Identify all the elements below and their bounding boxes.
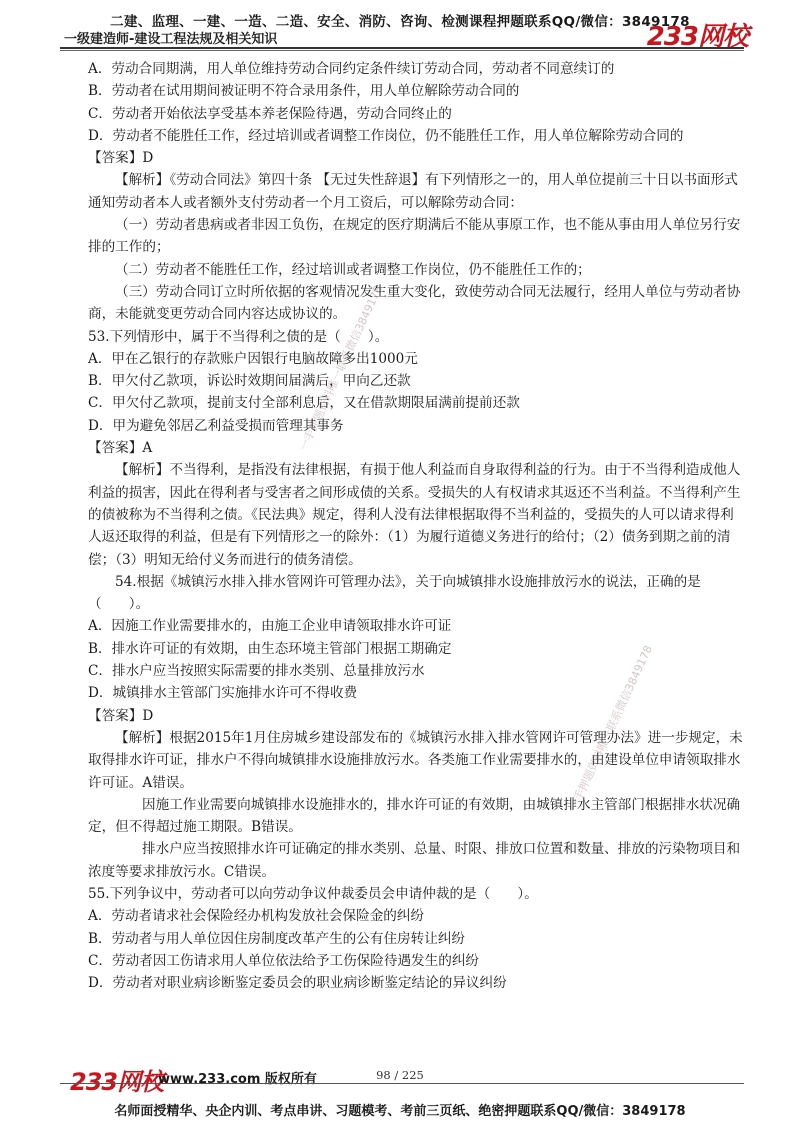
q53-option-c: C．甲欠付乙款项，提前支付全部利息后，又在借款期限届满前提前还款 [88,395,520,412]
footer-divider [60,1083,744,1084]
logo-top: 233网校 [646,22,748,52]
q54-option-d: D．城镇排水主管部门实施排水许可不得收费 [88,685,358,702]
q55-option-c: C．劳动者因工伤请求用人单位依法给予工伤保险待遇发生的纠纷 [88,952,480,969]
header-subtitle: 一级建造师-建设工程法规及相关知识 [64,32,278,47]
q52-option-a: A．劳动合同期满，用人单位维持劳动合同约定条件续订劳动合同，劳动者不同意续订的 [88,61,615,77]
q54-question: 54.根据《城镇污水排入排水管网许可管理办法》，关于向城镇排水设施排放污水的说法，正确的是（ ）。 [88,573,701,613]
q53-option-a: A．甲在乙银行的存款账户因银行电脑故障多出1000元 [88,350,418,367]
q54-answer: 【答案】D [88,707,154,724]
page-content [88,58,743,994]
q54-analysis-2: 因施工作业需要向城镇排水设施排水的，排水许可证的有效期，由城镇排水主管部门根据排水状况确定，但不得超过施工期限。B错误。 [88,796,741,836]
q52-item-1: （一）劳动者患病或者非因工负伤，在规定的医疗期满后不能从事原工作，也不能从事由用人单位另行安排的工作的； [88,217,741,256]
q52-answer: 【答案】D [88,150,154,167]
q55-option-a: A．劳动者请求社会保险经办机构发放社会保险金的纠纷 [88,908,425,925]
header-top-line: 二建、监理、一建、一造、二造、安全、消防、咨询、检测课程押题联系QQ/微信：3849178 [110,14,690,30]
q55-option-d: D．劳动者对职业病诊断鉴定委员会的职业病诊断鉴定结论的异议纠纷 [88,975,507,992]
q55-question: 55.下列争议中，劳动者可以向劳动争议仲裁委员会申请仲裁的是（ ）。 [88,885,538,902]
q54-option-a: A．因施工作业需要排水的，由施工企业申请领取排水许可证 [88,618,452,635]
footer-site: www.233.com 版权所有 [158,1072,317,1087]
q53-analysis: 【解析】不当得利，是指没有法律根据，有损于他人利益而自身取得利益的行为。由于不当得利造成他人利益的损害，因此在得利者与受害者之间形成债的关系。受损失的人有权请求其返还不当利益。不当得利产生的债被称为不当得利之债。《民法典》规定，得利人没有法律根据取得不当利益的，受损失的人可以请求得利人返还取得的利益，但是有下列情形之一的除外：（1）为履行道德义务进行的给付；（2）债务到期之前的清偿；（3）明知无给付义务而进行的债务清偿。 [88,462,741,568]
q53-option-b: B．甲欠付乙款项，诉讼时效期间届满后，甲向乙还款 [88,373,411,390]
page-number: 98 / 225 [376,1068,424,1082]
footer-bottom-line: 名师面授精华、央企内训、考点串讲、习题模考、考前三页纸、绝密押题联系QQ/微信：3849178 [114,1104,686,1119]
q55-option-b: B．劳动者与用人单位因住房制度改革产生的公有住房转让纠纷 [88,930,466,947]
watermark: 一手押题资料唯一联系微信3849178 [296,283,386,453]
q53-question: 53.下列情形中，属于不当得利之债的是（ ）。 [88,328,389,345]
header-divider-thin [60,50,744,51]
q54-analysis-3: 排水户应当按照排水许可证确定的排水类别、总量、时限、排放口位置和数量、排放的污染物项目和浓度等要求排放污水。C错误。 [88,841,741,880]
q52-option-c: C．劳动者开始依法享受基本养老保险待遇，劳动合同终止的 [88,105,452,122]
header-divider [60,47,744,49]
q52-analysis: 【解析】《劳动合同法》第四十条 【无过失性辞退】有下列情形之一的，用人单位提前三十日以书面形式通知劳动者本人或者额外支付劳动者一个月工资后，可以解除劳动合同： [88,172,738,211]
logo-bottom: 233网校 [70,1068,164,1096]
q52-item-2: （二）劳动者不能胜任工作，经过培训或者调整工作岗位，仍不能胜任工作的； [115,261,591,278]
watermark-2: 一手押题资料唯一联系微信3849178 [566,643,656,813]
q54-option-b: B．排水许可证的有效期，由生态环境主管部门根据工期确定 [88,640,452,657]
q52-option-b: B．劳动者在试用期间被证明不符合录用条件，用人单位解除劳动合同的 [88,83,520,100]
q54-option-c: C．排水户应当按照实际需要的排水类别、总量排放污水 [88,663,425,680]
q52-item-3: （三）劳动合同订立时所依据的客观情况发生重大变化，致使劳动合同无法履行，经用人单位与劳动者协商，未能就变更劳动合同内容达成协议的。 [88,283,741,323]
q53-option-d: D．甲为避免邻居乙利益受损而管理其事务 [88,417,344,434]
q53-answer: 【答案】A [88,440,153,457]
q52-option-d: D．劳动者不能胜任工作，经过培训或者调整工作岗位，仍不能胜任工作，用人单位解除劳动合同的 [88,127,684,144]
q54-analysis-1: 【解析】根据2015年1月住房城乡建设部发布的《城镇污水排入排水管网许可管理办法》进一步规定，未取得排水许可证，排水户不得向城镇排水设施排放污水。各类施工作业需要排水的，由建设单位申请领取排水许可证。A错误。 [88,729,743,791]
